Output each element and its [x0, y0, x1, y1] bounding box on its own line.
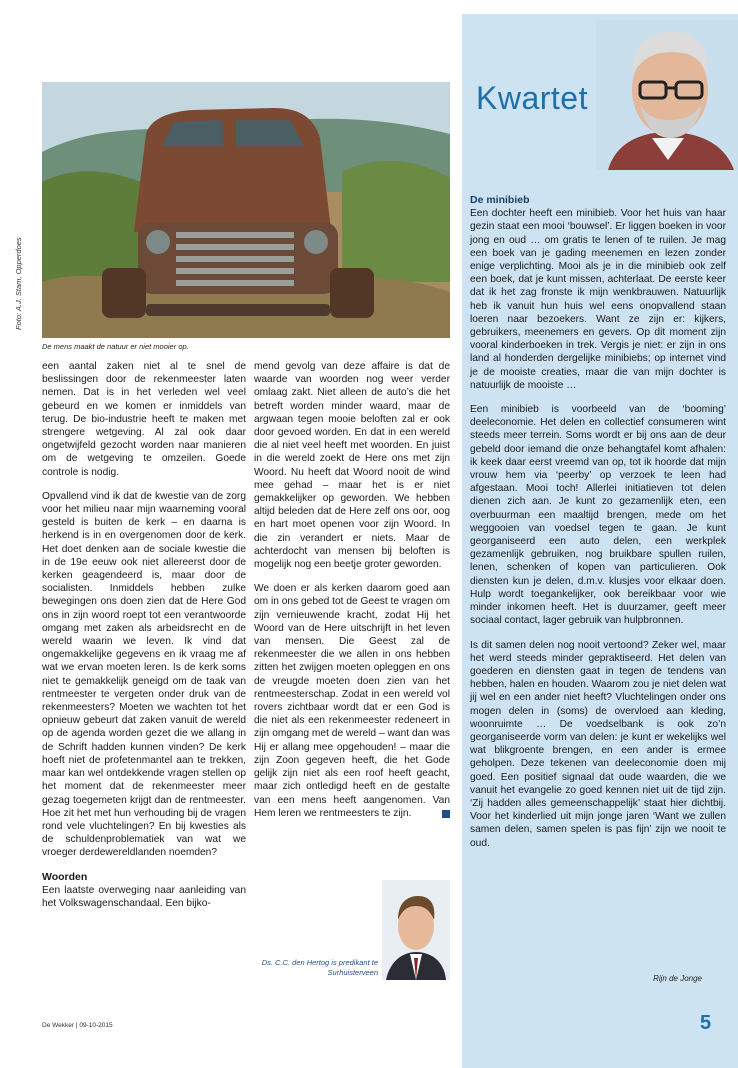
page-number: 5	[700, 1012, 712, 1034]
article-paragraph: Opvallend vind ik dat de kwestie van de zorg voor het milieu naar mijn waarneming vooral gesteld is buiten de kerk – en daarna is herkend is in en overgenomen door de kerk. Het doet denken aan de sociale kwestie die in de 19e eeuw ook niet allereerst door de kerken geagendeerd is, maar door de socialisten. Inmiddels hebben zulke bewegingen ons doen zien dat de Here God ons in zijn woord roept tot een verantwoorde omgang met zaken als arbeidsrecht en de wereld waarin we leven. Ik vind dat ongemakkelijke gegevens en ik vraag me af wat we ervan moeten leren. Is de kerk soms niet te gemakkelijk geneigd om de taak van rentmeester te vergeten onder druk van de rekenmeesters? Moeten we wachten tot het opnieuw gebeurt dat zaken vanuit de wereld op de agenda worden gezet die we allang in de Schrift hadden kunnen vinden? De kerk hoeft niet de profetenmantel aan te trekken, maar kan wel ontdekkende vragen stellen op het moment dat de rekenmeester meer gezag toegemeten krijgt dan de rentmeester. Hoe zit het met hun verhouding bij de vragen rond vele vluchtelingen? En bij kwesties als de schuldenproblematiek van wat we vroeger derdewereldlanden noemden?	[42, 490, 246, 859]
footer-publication: De Wekker | 09-10-2015	[42, 1022, 113, 1029]
article-column-1	[42, 360, 246, 921]
sidebar-heading: De minibieb	[470, 194, 530, 206]
section-title: Kwartet	[476, 80, 588, 116]
end-of-article-mark	[442, 810, 450, 818]
article-column-2	[254, 360, 450, 831]
sidebar-signature: Rijn de Jonge	[653, 974, 702, 983]
sidebar-paragraph: Een dochter heeft een minibieb. Voor het huis van haar gezin staat een mooi ‘bouwsel’. Er liggen boeken in voor jong en oud … om gratis te lenen of te ruilen. Je mag een boek van je gading meenemen en lezen zonder enige verplichting. Mooi als je in die minibieb ook zelf een boek, dat je kunt missen, achterlaat. De eerste keer dat ik het zag fronste ik mijn wenkbrauwen. Natuurlijk heb ik vanuit hun huis wel eens onopvallend staan loeren naar bezoekers. Want ze zijn er: kijkers, gebruikers, meenemers en gevers. Op dit moment zijn vooral kinderboeken in trek. Vergis je niet: er zijn in ons land al honderden dergelijke minibiebs; op internet vind je de mooiste creaties, maar die van mijn dochter is natuurlijk de mooiste …	[470, 208, 726, 391]
article-paragraph: een aantal zaken niet al te snel de beslissingen door de rekenmeester laten nemen. Dat is in het verleden wel veel gebeurd en we komen er inmiddels van terug. De bio-industrie heeft te maken met strengere wetgeving. Al zal ook daar ongetwijfeld gezocht worden naar manieren om de wetgeving te omzeilen. Goede controle is nodig.	[42, 361, 246, 478]
photo-credit: Foto: A.J. Stam, Opperdoes	[14, 237, 23, 330]
article-paragraph-text: We doen er als kerken daarom goed aan om in ons gebed tot de Geest te vragen om zijn vernieuwende kracht, zodat Hij het Woord van de Here uitschrijft in het leven van mensen. Die Geest zal de rekenmeester die we allen in ons hebben zitten het zwijgen moeten opleggen en ons de vreugde moeten doen zien van het rentmeesterschap. Zodat in een wereld vol rovers zichtbaar wordt dat er een God is die niet als een rekenmeester redeneert in zijn omgang met de wereld – want dan was Hij er allang mee opgehouden! – maar die zijn Zoon gegeven heeft, die het Gode gelijk zijn niet als een roof heeft geacht, maar zich ontledigd heeft en de gestalte van een mens heeft aangenomen. Van Hem leren we rentmeesters te zijn.	[254, 583, 450, 819]
subheading-woorden: Woorden	[42, 870, 88, 883]
sidebar-paragraph: Een minibieb is voorbeeld van de ‘booming’ deeleconomie. Het delen en collectief consumeren wint steeds meer terrein. Soms wordt er bij ons aan de deur gebeld door iemand die onze behangtafel komt afhalen: ik keek daar eerst vreemd van op, tot ik hoorde dat mijn vrouw hem via ‘peerby’ op verzoek te leen had afgestaan. Mooi toch! Allerlei initiatieven tot delen dienen zich aan. Je kunt zo gezamenlijk eten, een overbuurman een maaltijd brengen, mede om het weggooien van voedsel tegen te gaan. Je kunt georganiseerd een auto delen, een werkplek gezamenlijk gebruiken, nog bruikbare spullen ruilen, lenen, schenken of kopen van particulieren. Ook diensten kun je delen, d.m.v. klusjes voor elkaar doen. Hulp wordt toegankelijker, ook bereikbaar voor wie minder inkomen heeft. Het is duurzamer, geeft meer sociaal contact, lager gebruik van hulpbronnen.	[470, 404, 726, 627]
columnist-portrait	[596, 20, 738, 170]
article-paragraph	[254, 582, 450, 820]
rusted-truck-photo	[42, 82, 450, 338]
article-paragraph: Een laatste overweging naar aanleiding van het Volkswagenschandaal. Een bijko-	[42, 884, 246, 909]
author-caption: Ds. C.C. den Hertog is predikant te Surhuisterveen	[261, 958, 378, 977]
sidebar-paragraph: Is dit samen delen nog nooit vertoond? Zeker wel, maar het werd steeds minder gepraktiseerd. Het delen van goederen en diensten gaat in tegen de tendens van hebben, halen en houden. Waarom zou je niet delen wat jij wel en een ander niet heeft? Vluchtelingen onder ons mogen delen in (soms) de overvloed aan kleding, woonruimte … De voedselbank is ook zo’n georganiseerde vorm van delen: je kunt er wekelijks wel wat blikgroente brengen, en een ander is ermee geholpen. Deze tekenen van deeleconomie doen mij goed. Een positief signaal dat oude waarden, die we vanuit het evangelie zo goed kennen niet uit de tijd zijn. ‘Zij hadden alles gemeenschappelijk’ staat hier dichtbij. Voor het kinderlied uit mijn jonge jaren ‘Want we zullen samen delen, samen spelen is pas fijn’ zijn we nooit te oud.	[470, 639, 726, 849]
author-photo	[382, 880, 450, 980]
photo-caption: De mens maakt de natuur er niet mooier op.	[42, 342, 189, 351]
article-paragraph: mend gevolg van deze affaire is dat de waarde van woorden nog weer verder omlaag zakt. Niet alleen de auto’s die het betreft worden minder waard, maar de argwaan tegen mooie beloften zal er ook door gevoed worden. En dat in een wereld die al niet veel heeft met woorden. En juist in die wereld zoekt de Here ons met zijn Woord. Nu heeft dat Woord nooit de wind mee gehad – maar het is er niet gemakkelijker op geworden. We hebben altijd beleden dat de Here zelf ons oor, oog en hart moet openen voor zijn Woord. In die zin verandert er niets. Maar de achterdocht van mensen bij beloften is mogelijk nog een beetje groter geworden.	[254, 361, 450, 571]
sidebar-column	[470, 194, 726, 861]
